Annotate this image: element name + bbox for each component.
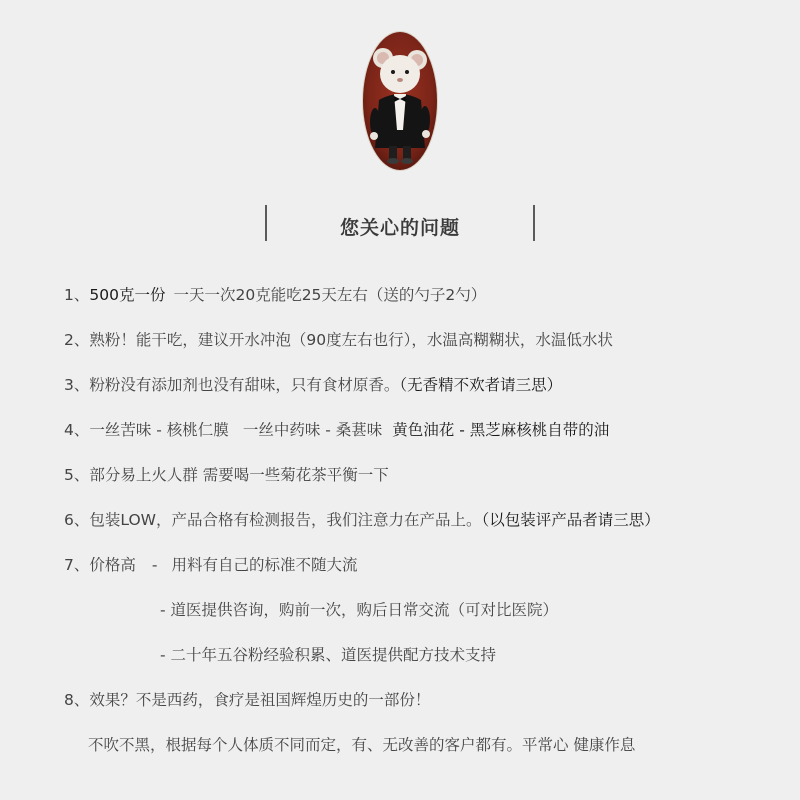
faq-item-5-text: 5、部分易上火人群 需要喝一些菊花茶平衡一下	[64, 466, 389, 484]
faq-item-7-sub-1	[160, 599, 558, 621]
faq-item-4	[64, 419, 609, 441]
faq-item-7-text: 用料有自己的标准不随大流	[171, 556, 358, 574]
faq-item-7	[64, 554, 357, 576]
faq-item-8	[64, 689, 430, 711]
faq-item-7-sub-2-text: - 二十年五谷粉经验积累、道医提供配方技术支持	[160, 646, 497, 664]
faq-item-2-text: 2、熟粉！能干吃，建议开水冲泡（90度左右也行），水温高糊糊状，水温低水状	[64, 331, 613, 349]
faq-item-4-herbal: 一丝中药味 - 桑葚味	[242, 421, 383, 439]
faq-item-4-bitter: 4、一丝苦味 - 核桃仁膜	[64, 421, 229, 439]
faq-item-8-note	[88, 734, 635, 756]
faq-item-8-text: 8、效果？不是西药，食疗是祖国辉煌历史的一部份！	[64, 691, 431, 709]
faq-item-7-sub-1-text: - 道医提供咨询，购前一次，购后日常交流（可对比医院）	[160, 601, 559, 619]
faq-item-2	[64, 329, 613, 351]
faq-item-7-label: 7、价格高	[64, 556, 136, 574]
faq-item-1-portion: 500克一份	[89, 286, 166, 304]
faq-item-1-number: 1、	[64, 286, 90, 304]
faq-item-8-note-text: 不吹不黑，根据每个人体质不同而定，有、无改善的客户都有。平常心 健康作息	[88, 736, 636, 754]
faq-item-1-text: 一天一次20克能吃25天左右（送的勺子2勺）	[173, 286, 487, 304]
faq-item-3-note: （无香精不欢者请三思）	[399, 376, 563, 394]
faq-item-3	[64, 374, 562, 396]
faq-item-3-text: 3、粉粉没有添加剂也没有甜味，只有食材原香。	[64, 376, 400, 394]
section-title: 您关心的问题	[339, 217, 460, 239]
faq-item-6-text: 6、包装LOW，产品合格有检测报告，我们注意力在产品上。	[64, 511, 482, 529]
faq-item-5	[64, 464, 389, 486]
faq-item-6-note: （以包装评产品者请三思）	[481, 511, 660, 529]
faq-item-7-dash: -	[151, 556, 158, 574]
faq-item-6	[64, 509, 660, 531]
faq-item-7-sub-2	[160, 644, 496, 666]
faq-item-4-oil: 黄色油花 - 黑芝麻核桃自带的油	[392, 421, 610, 439]
faq-item-1	[64, 284, 486, 306]
